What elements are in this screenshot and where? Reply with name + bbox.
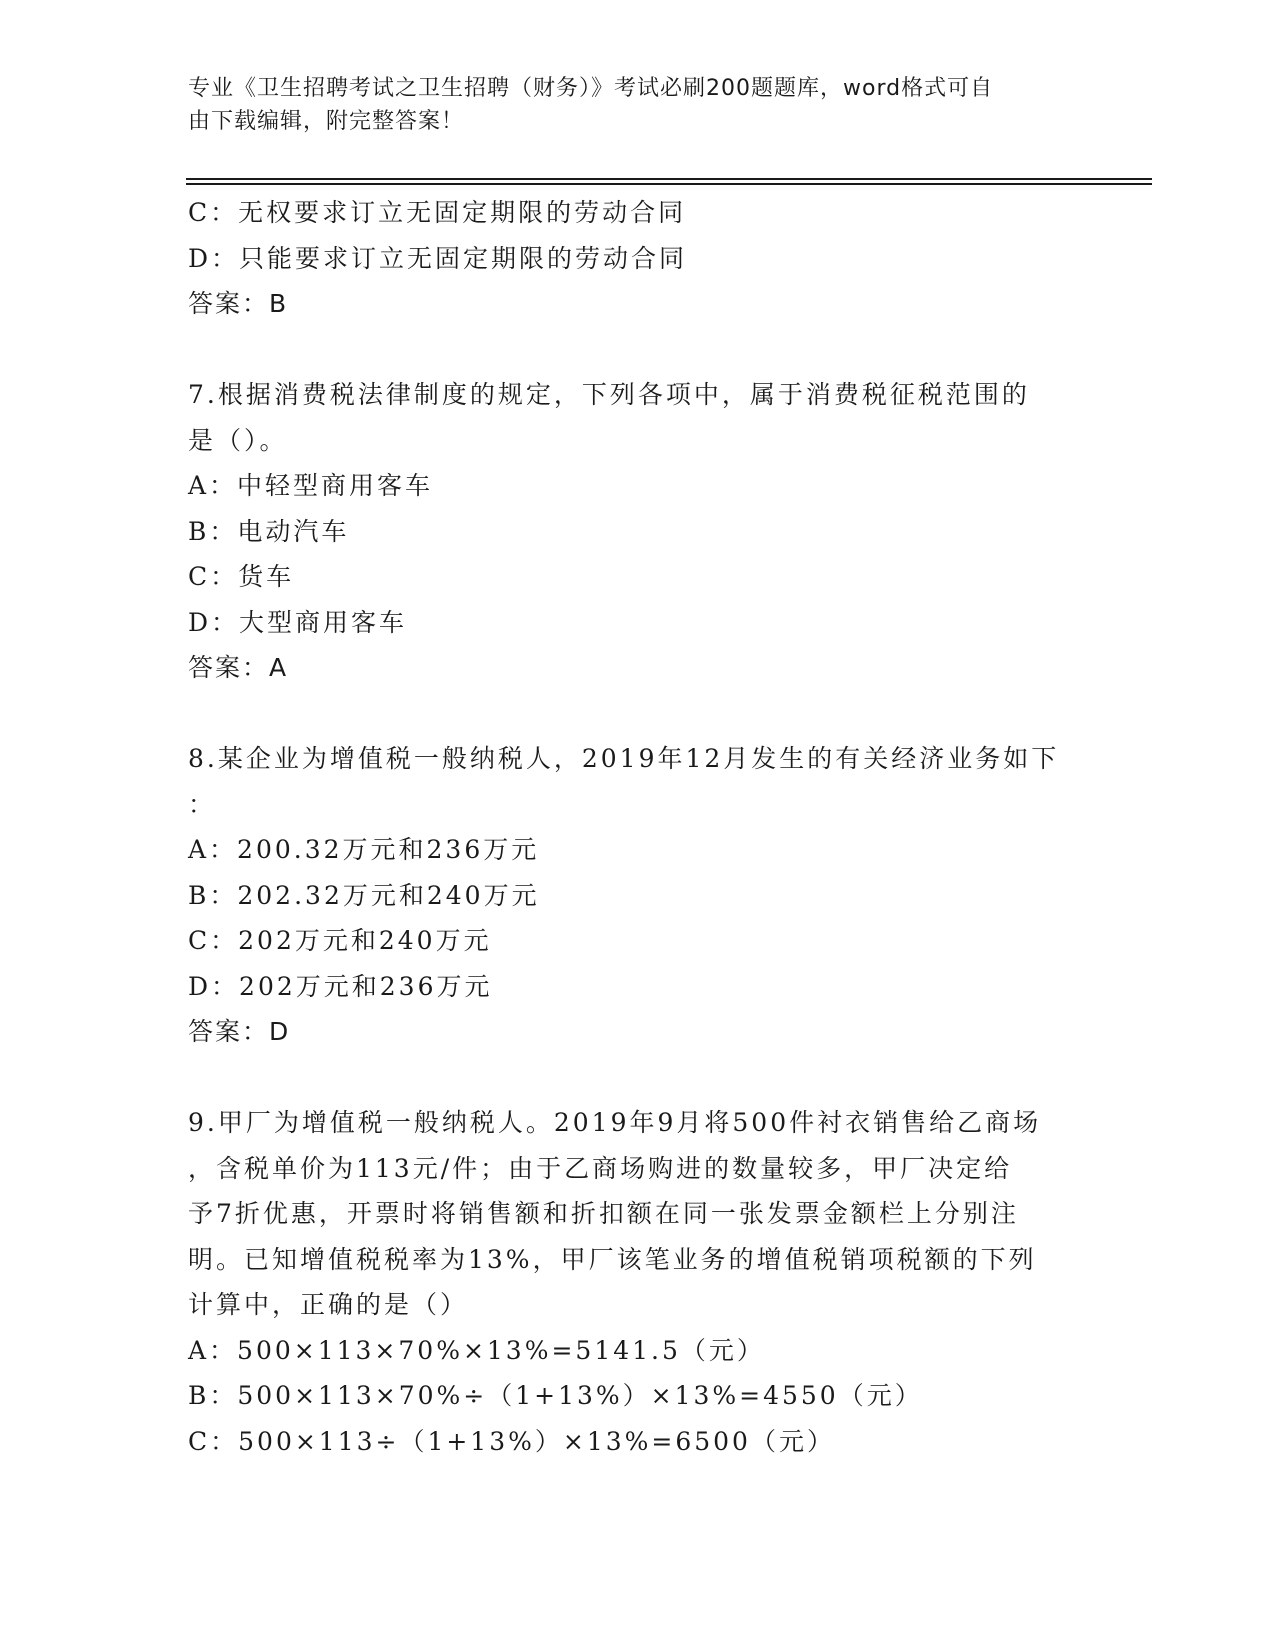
q8-stem-line-1: 8.某企业为增值税一般纳税人，2019年12月发生的有关经济业务如下: [188, 744, 1060, 773]
q7-option-a: A：中轻型商用客车: [188, 471, 434, 500]
q9-stem-line-1: 9.甲厂为增值税一般纳税人。2019年9月将500件衬衣销售给乙商场: [188, 1108, 1042, 1137]
header-line-2: 由下载编辑，附完整答案！: [188, 109, 465, 134]
q9-stem-line-5: 计算中，正确的是（）: [188, 1290, 469, 1319]
header-divider-top: [186, 178, 1152, 180]
spacer: [188, 327, 1088, 373]
document-header: [188, 72, 1068, 138]
header-divider-bottom: [186, 183, 1152, 185]
q6-option-c: C：无权要求订立无固定期限的劳动合同: [188, 198, 687, 227]
q8-option-a: A：200.32万元和236万元: [188, 835, 540, 864]
q7-option-b: B：电动汽车: [188, 516, 350, 546]
spacer: [188, 1055, 1088, 1101]
q7-stem-line-1: 7.根据消费税法律制度的规定，下列各项中，属于消费税征税范围的: [188, 380, 1030, 409]
q8-option-b: B：202.32万元和240万元: [188, 880, 540, 910]
q9-stem-line-2: ，含税单价为113元/件；由于乙商场购进的数量较多，甲厂决定给: [188, 1153, 1013, 1183]
question-content: [188, 190, 1088, 1464]
q9-stem-line-3: 予7折优惠，开票时将销售额和折扣额在同一张发票金额栏上分别注: [188, 1199, 1019, 1228]
q8-stem-line-2: ：: [188, 789, 217, 819]
q9-option-b: B：500×113×70%÷（1+13%）×13%=4550（元）: [188, 1381, 923, 1410]
q6-option-d: D：只能要求订立无固定期限的劳动合同: [188, 243, 688, 273]
q8-option-d: D：202万元和236万元: [188, 971, 493, 1001]
q6-answer: 答案：B: [188, 289, 289, 318]
spacer: [188, 691, 1088, 737]
q7-answer: 答案：A: [188, 653, 289, 682]
q9-option-c: C：500×113÷（1+13%）×13%=6500（元）: [188, 1426, 835, 1456]
question-7: [188, 372, 1088, 691]
header-line-1: 专业《卫生招聘考试之卫生招聘（财务）》考试必刷200题题库，word格式可自: [188, 76, 994, 101]
q8-answer: 答案：D: [188, 1017, 291, 1046]
q7-option-c: C：货车: [188, 562, 295, 591]
q9-option-a: A：500×113×70%×13%=5141.5（元）: [188, 1335, 765, 1365]
question-9: [188, 1100, 1088, 1464]
question-6: [188, 190, 1088, 327]
q8-option-c: C：202万元和240万元: [188, 926, 492, 955]
q7-stem-line-2: 是（）。: [188, 425, 288, 455]
q7-option-d: D：大型商用客车: [188, 607, 408, 637]
question-8: [188, 736, 1088, 1055]
q9-stem-line-4: 明。已知增值税税率为13%，甲厂该笔业务的增值税销项税额的下列: [188, 1244, 1037, 1274]
